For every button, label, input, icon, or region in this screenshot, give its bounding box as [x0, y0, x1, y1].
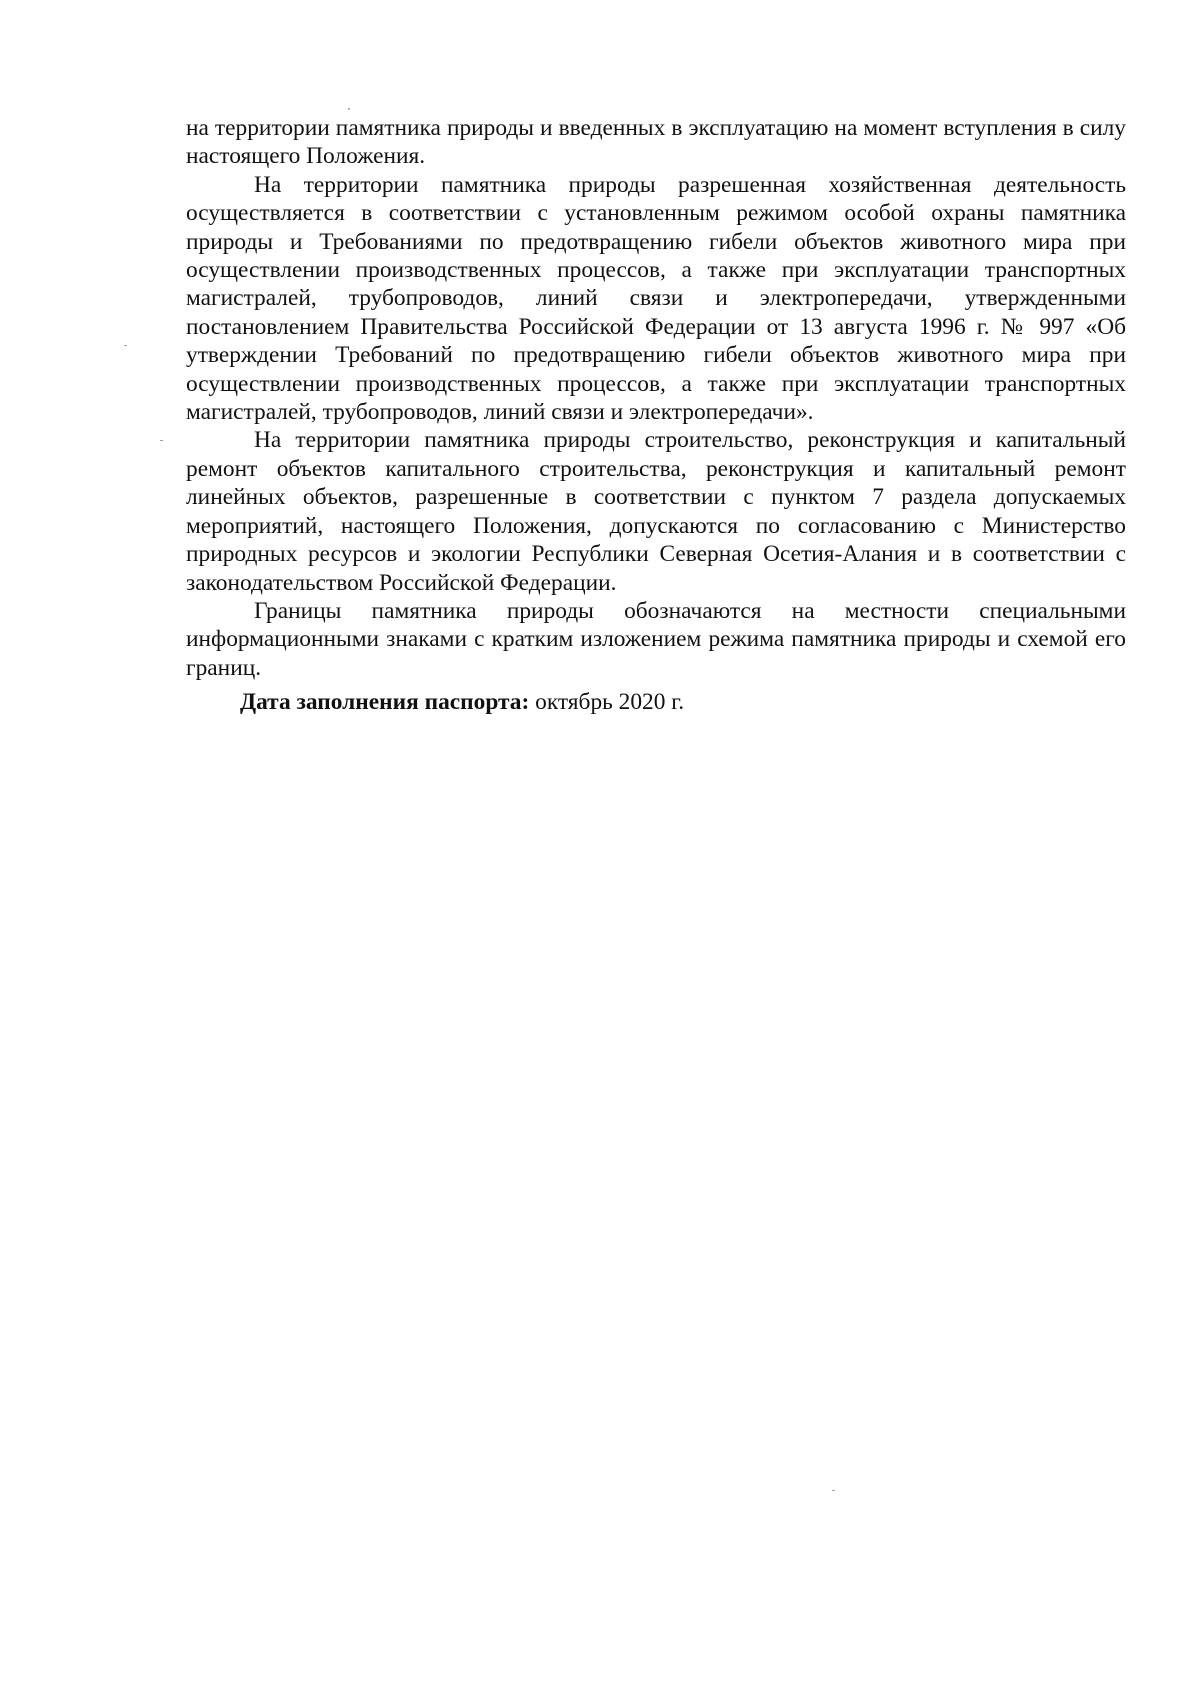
scan-speck: [832, 1490, 835, 1491]
document-body: [186, 114, 1126, 717]
paragraph-construction: На территории памятника природы строительство, реконструкция и капитальный ремонт объектов капитального строительства, реконструкция и капитальный ремонт линейных объектов, разрешенные в соответствии с пунктом 7 раздела допускаемых мероприятий, настоящего Положения, допускаются по согласованию с Министерство природных ресурсов и экологии Республики Северная Осетия-Алания и в соответствии с законодательством Российской Федерации.: [186, 427, 1126, 596]
scan-speck: [348, 108, 350, 110]
scan-speck: [160, 440, 163, 441]
passport-date-line: [186, 688, 1126, 716]
scan-speck: [124, 345, 127, 346]
passport-date-value: октябрь 2020 г.: [529, 689, 685, 716]
paragraph-economic-activity: На территории памятника природы разрешенная хозяйственная деятельность осуществляется в соответствии с установленным режимом особой охраны памятника природы и Требованиями по предотвращению гибели объектов животного мира при осуществлении производственных процессов, а также при эксплуатации транспортных магистралей, трубопроводов, линий связи и электропередачи, утвержденными постановлением Правительства Российской Федерации от 13 августа 1996 г. № 997 «Об утверждении Требований по предотвращению гибели объектов животного мира при осуществлении производственных процессов, а также при эксплуатации транспортных магистралей, трубопроводов, линий связи и электропередачи».: [186, 171, 1126, 426]
passport-date-label: Дата заполнения паспорта:: [240, 689, 530, 716]
paragraph-continuation: на территории памятника природы и введенных в эксплуатацию на момент вступления в силу настоящего Положения.: [186, 115, 1126, 170]
paragraph-boundaries: Границы памятника природы обозначаются на местности специальными информационными знаками с кратким изложением режима памятника природы и схемой его границ.: [186, 597, 1126, 681]
